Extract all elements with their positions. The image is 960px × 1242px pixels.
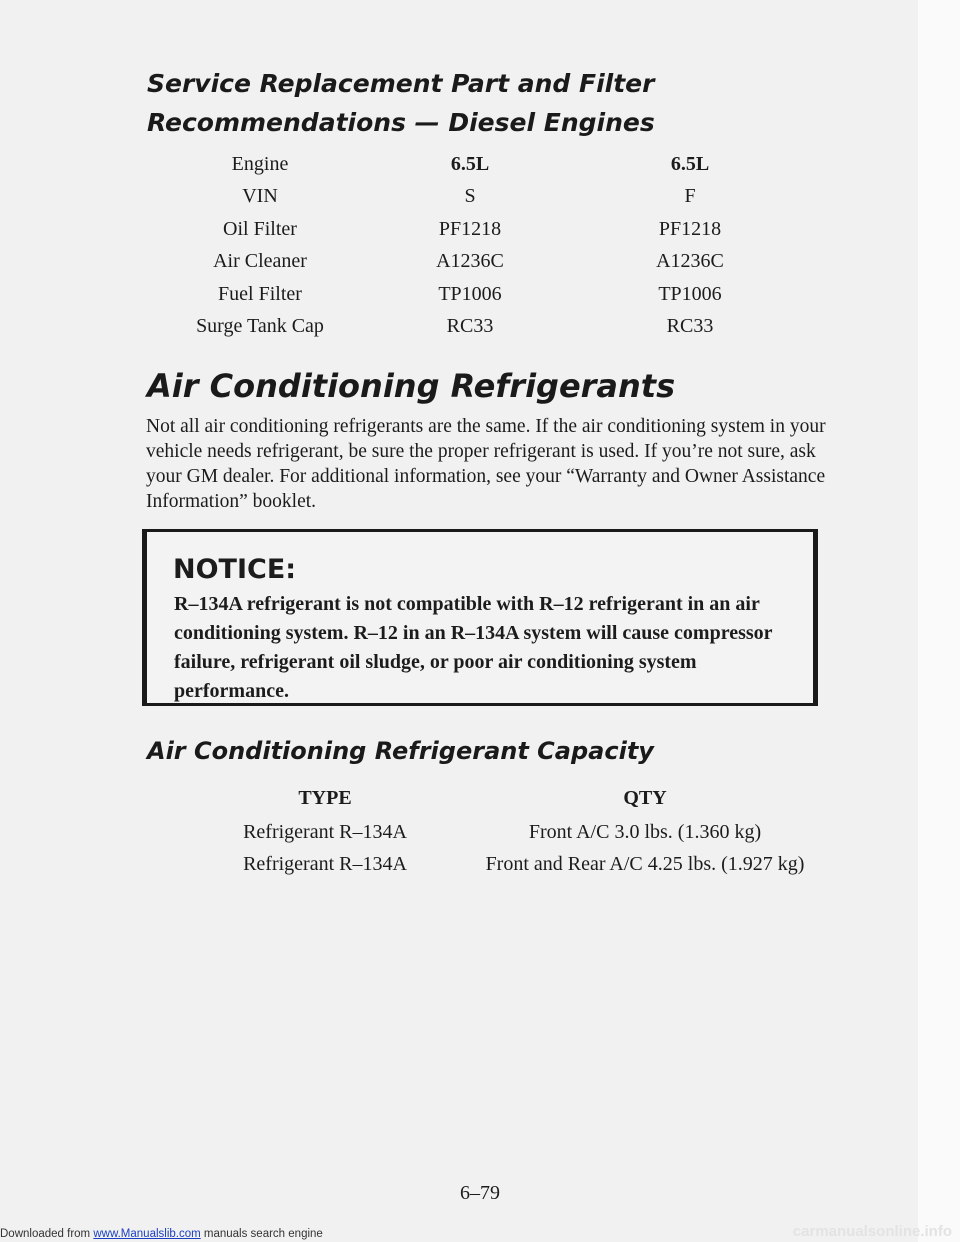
- capacity-header-row: [200, 782, 840, 816]
- parts-value-a: S: [464, 185, 476, 208]
- download-footer: [0, 1226, 323, 1242]
- parts-row-engine: [160, 148, 800, 181]
- capacity-qty: Front A/C 3.0 lbs. (1.360 kg): [528, 821, 762, 843]
- page-margin-strip: [918, 0, 960, 1242]
- parts-label: Surge Tank Cap: [196, 315, 324, 338]
- parts-row-air-cleaner: [160, 246, 800, 279]
- manualslib-link[interactable]: www.Manualslib.com: [93, 1228, 201, 1240]
- parts-row-surge-tank-cap: [160, 311, 800, 344]
- page-number: 6–79: [460, 1182, 500, 1204]
- capacity-type: Refrigerant R–134A: [243, 853, 407, 875]
- capacity-header-qty: QTY: [623, 787, 667, 809]
- footer-prefix: Downloaded from: [0, 1228, 94, 1240]
- parts-row-fuel-filter: [160, 278, 800, 311]
- parts-label: VIN: [242, 185, 278, 208]
- refrigerant-capacity-heading: Air Conditioning Refrigerant Capacity: [147, 737, 654, 765]
- parts-value-a: 6.5L: [450, 152, 490, 175]
- notice-title: NOTICE:: [173, 554, 297, 585]
- notice-box: [142, 529, 818, 706]
- parts-label: Engine: [231, 152, 289, 175]
- parts-table: [160, 148, 800, 343]
- footer-suffix: manuals search engine: [200, 1228, 323, 1240]
- service-parts-heading-line2: Recommendations — Diesel Engines: [147, 108, 655, 137]
- parts-value-b: 6.5L: [670, 152, 710, 175]
- capacity-table: [200, 782, 840, 880]
- parts-label: Air Cleaner: [213, 250, 307, 273]
- parts-value-a: RC33: [446, 315, 494, 338]
- capacity-row: [200, 848, 840, 880]
- watermark-text: carmanualsonline.info: [792, 1223, 952, 1240]
- parts-label: Fuel Filter: [218, 282, 302, 305]
- parts-row-vin: [160, 181, 800, 214]
- parts-label: Oil Filter: [223, 217, 297, 240]
- capacity-qty: Front and Rear A/C 4.25 lbs. (1.927 kg): [485, 853, 805, 875]
- parts-value-b: TP1006: [658, 282, 722, 305]
- parts-row-oil-filter: [160, 213, 800, 246]
- parts-value-a: PF1218: [438, 217, 502, 240]
- service-parts-heading-line1: Service Replacement Part and Filter: [147, 69, 655, 98]
- ac-intro-paragraph: Not all air conditioning refrigerants are the same. If the air conditioning system in your vehicle needs refrigerant, be sure the proper refrigerant is used. If you’re not sure, ask your GM dealer. For additional information, see your “Warranty and Owner Assistance Information” booklet.: [146, 416, 826, 512]
- parts-value-b: RC33: [666, 315, 714, 338]
- parts-value-b: A1236C: [656, 250, 724, 273]
- ac-refrigerants-heading: Air Conditioning Refrigerants: [147, 367, 676, 405]
- parts-value-b: PF1218: [658, 217, 722, 240]
- capacity-type: Refrigerant R–134A: [243, 821, 407, 843]
- parts-value-a: A1236C: [436, 250, 504, 273]
- parts-value-b: F: [684, 185, 696, 208]
- service-parts-heading: [147, 64, 655, 142]
- notice-text: R–134A refrigerant is not compatible with R–12 refrigerant in an air conditioning system. R–12 in an R–134A system will cause compressor failure, refrigerant oil sludge, or poor air conditioning system performance.: [174, 593, 773, 702]
- parts-value-a: TP1006: [438, 282, 502, 305]
- capacity-row: [200, 816, 840, 848]
- capacity-header-type: TYPE: [298, 787, 352, 809]
